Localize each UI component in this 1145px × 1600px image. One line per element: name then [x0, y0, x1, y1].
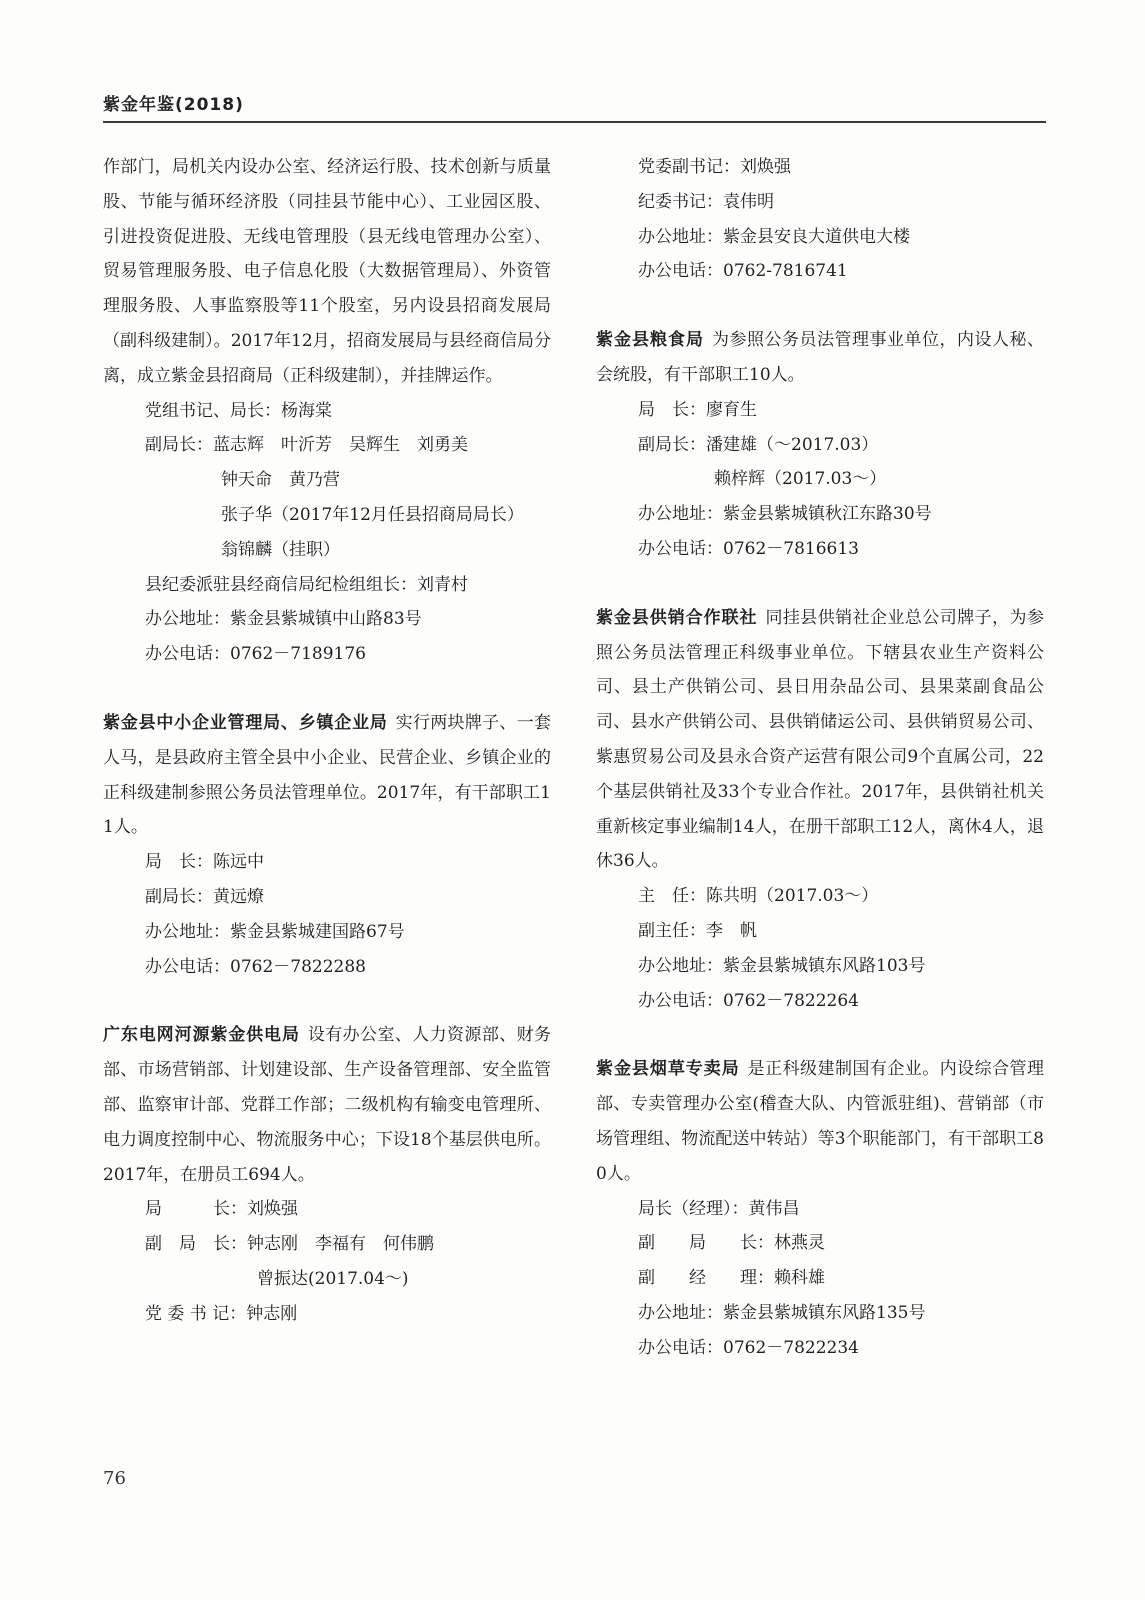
staff-line: 副主任：李 帆 — [638, 920, 757, 941]
phone-line: 办公电话：0762－7189176 — [145, 644, 366, 665]
tobacco-bureau-paragraph — [596, 1052, 1044, 1191]
entry-title: 紫金县中小企业管理局、乡镇企业局 — [103, 712, 388, 733]
entry-title: 紫金县烟草专卖局 — [596, 1059, 740, 1080]
power-bureau-continued-section — [596, 150, 1044, 289]
staff-line: 纪委书记：袁伟明 — [638, 191, 774, 212]
entry-title: 紫金县供销合作联社 — [596, 607, 758, 628]
header-rule — [103, 121, 1046, 123]
entry-body: 是正科级建制国有企业。内设综合管理部、专卖管理办公室(稽查大队、内管派驻组)、营销部（市场管理组、物流配送中转站）等3个职能部门，有干部职工80人。 — [596, 1059, 1045, 1184]
entry-body: 设有办公室、人力资源部、财务部、市场营销部、计划建设部、生产设备管理部、安全监管部、监察审计部、党群工作部；二级机构有输变电管理所、电力调度控制中心、物流服务中心；下设18个基层供电所。2017年，在册员工694人。 — [103, 1025, 552, 1185]
address-line: 办公地址：紫金县紫城镇东风路135号 — [638, 1302, 926, 1323]
staff-line-continued: 钟天命 黄乃营 — [221, 470, 340, 491]
staff-line: 副局长：潘建雄（～2017.03） — [638, 434, 879, 455]
staff-line: 副 经 理：赖科雄 — [638, 1268, 825, 1289]
phone-line: 办公电话：0762－7822264 — [638, 990, 859, 1011]
staff-line: 局 长：陈远中 — [145, 852, 264, 873]
address-line: 办公地址：紫金县紫城建国路67号 — [145, 921, 405, 942]
entry-body: 实行两块牌子、一套人马，是县政府主管全县中小企业、民营企业、乡镇企业的正科级建制参照公务员法管理单位。2017年，有干部职工11人。 — [103, 712, 552, 838]
staff-line: 党组书记、局长：杨海棠 — [145, 400, 332, 421]
address-line: 办公地址：紫金县安良大道供电大楼 — [638, 226, 910, 247]
sme-bureau-section — [103, 706, 551, 984]
phone-line: 办公电话：0762－7822234 — [638, 1337, 859, 1358]
staff-line-continued: 赖梓辉（2017.03～） — [714, 469, 887, 490]
left-column — [103, 150, 551, 1366]
address-line: 办公地址：紫金县紫城镇东风路103号 — [638, 955, 926, 976]
power-bureau-paragraph — [103, 1018, 551, 1192]
phone-line: 办公电话：0762-7816741 — [638, 261, 848, 282]
staff-line-continued: 翁锦麟（挂职） — [221, 539, 340, 560]
staff-line: 党 委 书 记：钟志刚 — [145, 1303, 298, 1324]
phone-line: 办公电话：0762－7822288 — [145, 956, 366, 977]
staff-line: 党委副书记：刘焕强 — [638, 157, 791, 177]
economic-bureau-body: 作部门，局机关内设办公室、经济运行股、技术创新与质量股、节能与循环经济股（同挂县节能中心）、工业园区股、引进投资促进股、无线电管理股（县无线电管理办公室）、贸易管理服务股、电子信息化股（大数据管理局）、外资管理服务股、人事监察股等11个股室，另内设县招商发展局（副科级建制）。2017年12月，招商发展局与县经商信局分离，成立紫金县招商局（正科级建制），并挂牌运作。 — [103, 157, 551, 386]
header-title: 紫金年鉴(2018) — [103, 95, 244, 115]
staff-line: 副 局 长：林燕灵 — [638, 1233, 825, 1254]
power-bureau-section — [103, 1018, 551, 1331]
coop-union-section — [596, 601, 1044, 1019]
grain-bureau-section — [596, 323, 1044, 567]
right-column — [596, 150, 1044, 1400]
grain-bureau-paragraph — [596, 323, 1044, 393]
economic-bureau-section — [103, 150, 551, 672]
staff-line: 局 长：刘焕强 — [145, 1199, 298, 1220]
tobacco-bureau-section — [596, 1052, 1044, 1365]
staff-line: 局 长：廖育生 — [638, 399, 757, 420]
address-line: 办公地址：紫金县紫城镇秋江东路30号 — [638, 504, 932, 525]
sme-bureau-paragraph — [103, 706, 551, 845]
staff-line: 主 任：陈共明（2017.03～） — [638, 886, 879, 907]
entry-body: 为参照公务员法管理事业单位，内设人秘、会统股，有干部职工10人。 — [596, 330, 1044, 385]
staff-line-continued: 张子华（2017年12月任县招商局局长） — [221, 504, 524, 525]
entry-title: 紫金县粮食局 — [596, 330, 704, 351]
address-line: 办公地址：紫金县紫城镇中山路83号 — [145, 609, 422, 630]
staff-line: 副局长：蓝志辉 叶沂芳 吴辉生 刘勇美 — [145, 435, 468, 456]
page-number: 76 — [103, 1468, 126, 1489]
staff-line: 局长（经理）：黄伟昌 — [638, 1198, 800, 1219]
staff-line: 县纪委派驻县经商信局纪检组组长：刘青村 — [145, 574, 468, 595]
staff-line-continued: 曾振达(2017.04～) — [257, 1268, 409, 1289]
entry-body: 同挂县供销社企业总公司牌子，为参照公务员法管理正科级事业单位。下辖县农业生产资料公司、县土产供销公司、县日用杂品公司、县果菜副食品公司、县水产供销公司、县供销储运公司、县供销贸易公司、紫惠贸易公司及县永合资产运营有限公司9个直属公司，22个基层供销社及33个专业合作社。2017年，县供销社机关重新核定事业编制14人，在册干部职工12人，离休4人，退休36人。 — [596, 607, 1044, 872]
staff-line: 副 局 长：钟志刚 李福有 何伟鹏 — [145, 1234, 434, 1255]
staff-line: 副局长：黄远燎 — [145, 886, 264, 907]
entry-title: 广东电网河源紫金供电局 — [103, 1025, 300, 1046]
coop-union-paragraph — [596, 601, 1044, 879]
phone-line: 办公电话：0762－7816613 — [638, 538, 859, 559]
